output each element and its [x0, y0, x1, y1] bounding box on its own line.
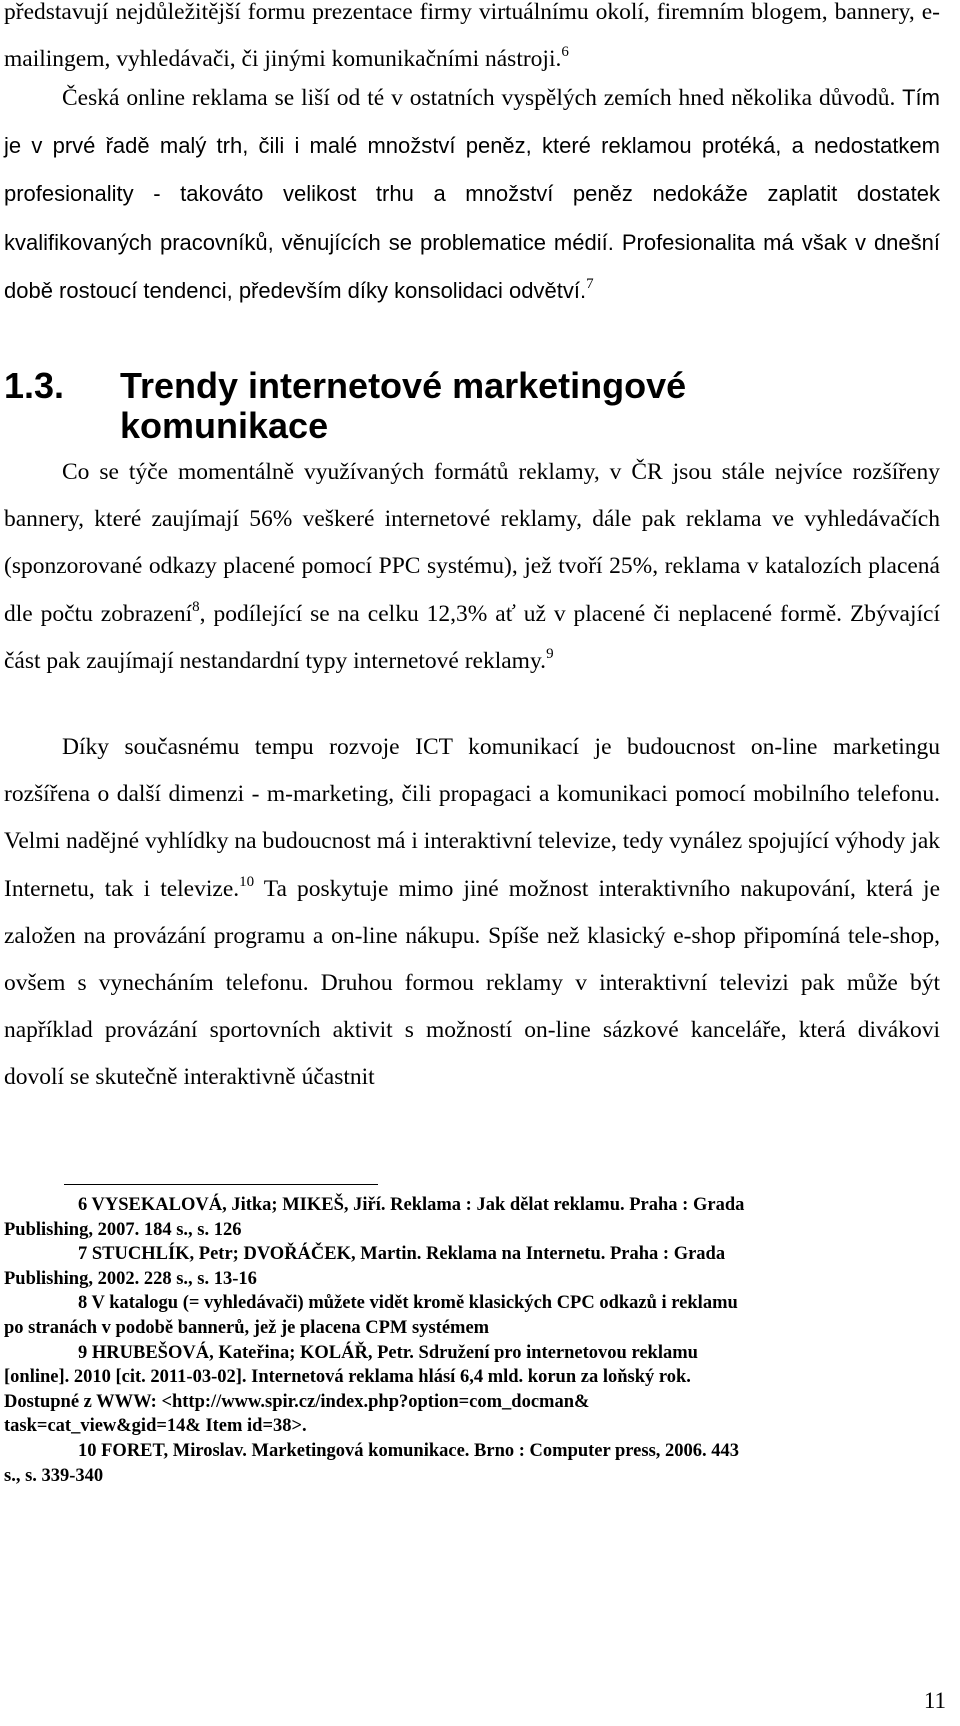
- paragraph-advertising-formats: [4, 449, 940, 685]
- footnote-link-text[interactable]: Dostupné z WWW: <http://www.spir.cz/index.php?option=com_docman&: [4, 1391, 590, 1412]
- footnote-6: [4, 1193, 940, 1242]
- section-number: 1.3.: [4, 365, 65, 406]
- footnote-text: po stranách v podobě bannerů, jež je placena CPM systémem: [4, 1317, 490, 1338]
- footnote-ref-8[interactable]: 8: [192, 598, 200, 615]
- footnote-separator: [64, 1184, 378, 1185]
- footnote-ref-6[interactable]: 6: [561, 44, 569, 61]
- section-title-line-1: Trendy internetové marketingové: [120, 365, 687, 406]
- footnote-ref-7[interactable]: 7: [586, 275, 594, 292]
- footnote-10: [4, 1439, 940, 1488]
- footnote-text: 8 V katalogu (= vyhledávači) můžete vidět kromě klasických CPC odkazů i reklamu: [78, 1293, 738, 1314]
- paragraph-continued: [4, 0, 940, 83]
- paragraph-text-sans: Tím je v prvé řadě malý trh, čili i malé množství peněz, které reklamou protéká, a nedostatkem profesionality - takováto velikost trhu a množství peněz nedokáže zaplatit dostatek kvalifikovaných pracovníků, věnujících se problematice médií. Profesionalita má však v dnešní době rostoucí tendenci, především díky konsolidaci odvětví.: [4, 85, 940, 303]
- section-title-line-2: komunikace: [120, 405, 329, 446]
- page-number: 11: [923, 1688, 946, 1713]
- footnote-text: 9 HRUBEŠOVÁ, Kateřina; KOLÁŘ, Petr. Sdružení pro internetovou reklamu: [78, 1342, 698, 1363]
- footnote-text: 7 STUCHLÍK, Petr; DVOŘÁČEK, Martin. Reklama na Internetu. Praha : Grada: [78, 1244, 726, 1265]
- paragraph-text: , podílející se na celku 12,3% ať už v placené či neplacené formě. Zbývající část pak zaujímají nestandardní typy internetové reklamy.: [4, 600, 940, 674]
- paragraph-ict-trends: [4, 724, 940, 1102]
- paragraph-text: Česká online reklama se liší od té v ostatních vyspělých zemích hned několika důvodů.: [62, 85, 896, 111]
- footnote-7: [4, 1242, 940, 1291]
- footnote-text: 6 VYSEKALOVÁ, Jitka; MIKEŠ, Jiří. Reklama : Jak dělat reklamu. Praha : Grada: [78, 1195, 745, 1215]
- footnote-ref-10[interactable]: 10: [239, 873, 255, 890]
- paragraph-czech-online-advertising: [4, 74, 940, 315]
- paragraph-text: Ta poskytuje mimo jiné možnost interaktivního nakupování, která je založen na provázání programu a on-line nákupu. Spíše než klasický e-shop připomíná tele-shop, ovšem s vynecháním telefonu. Druhou formou reklamy v interaktivní televizi pak může být například provázání sportovních aktivit s možností on-line sázkové kanceláře, která divákovi dovolí se skutečně interaktivně účastnit: [4, 875, 940, 1091]
- footnote-text: s., s. 339-340: [4, 1465, 104, 1486]
- footnote-text: [online]. 2010 [cit. 2011-03-02]. Internetová reklama hlásí 6,4 mld. korun za loňský rok.: [4, 1367, 691, 1388]
- footnote-text: Publishing, 2002. 228 s., s. 13-16: [4, 1268, 257, 1289]
- paragraph-text: Co se týče momentálně využívaných formátů reklamy, v ČR jsou stále nejvíce rozšířeny bannery, které zaujímají 56% veškeré internetové reklamy, dále pak reklama ve vyhledávačích (sponzorované odkazy placené pomocí PPC systému), jež tvoří 25%, reklama v katalozích placená dle počtu zobrazení: [4, 459, 940, 627]
- paragraph-text: představují nejdůležitější formu prezentace firmy virtuálnímu okolí, firemním blogem, bannery, e-mailingem, vyhledávači, či jinými komunikačními nástroji.: [4, 0, 940, 73]
- footnote-9: [4, 1341, 940, 1439]
- footnote-text: 10 FORET, Miroslav. Marketingová komunikace. Brno : Computer press, 2006. 443: [78, 1440, 740, 1461]
- section-heading: [4, 366, 940, 446]
- footnote-8: [4, 1291, 940, 1340]
- paragraph-text: Díky současnému tempu rozvoje ICT komunikací je budoucnost on-line marketingu rozšířena o další dimenzi - m-marketing, čili propagaci a komunikaci pomocí mobilního telefonu. Velmi nadějné vyhlídky na budoucnost má i interaktivní televize, tedy vynález spojující výhody jak Internetu, tak i televize.: [4, 734, 940, 902]
- footnote-ref-9[interactable]: 9: [546, 645, 554, 662]
- footnotes: [4, 1193, 940, 1488]
- footnote-link-text[interactable]: task=cat_view&gid=14& Item id=38>.: [4, 1416, 307, 1437]
- footnote-text: Publishing, 2007. 184 s., s. 126: [4, 1219, 242, 1240]
